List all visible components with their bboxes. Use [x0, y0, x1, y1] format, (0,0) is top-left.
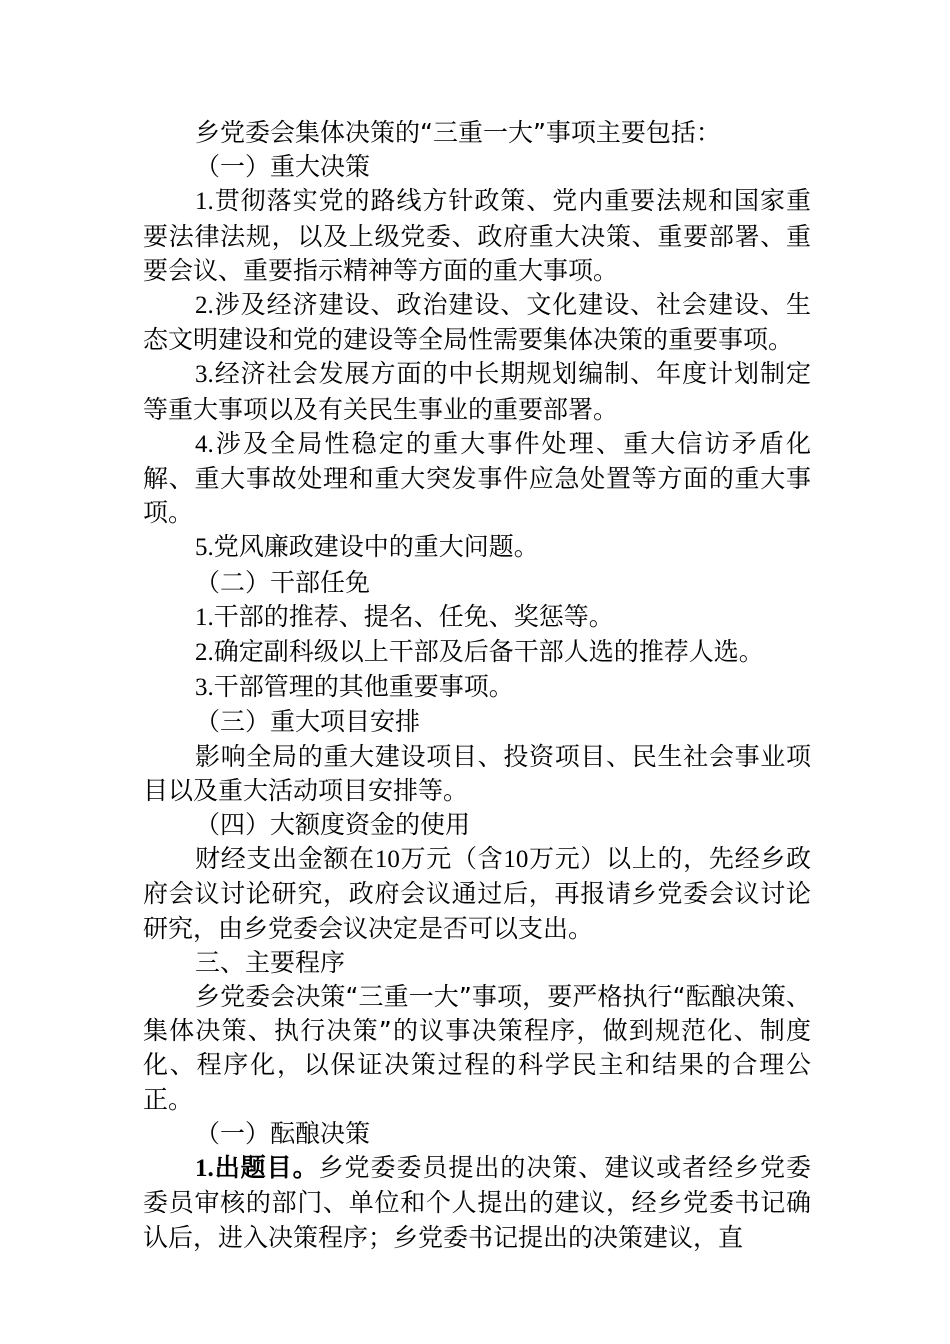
item-number: 2. [195, 639, 214, 667]
item-text: 乡党委委员提出的决策、建议或者经乡党委委员审核的部门、单位和个人提出的建议，经乡党委书记确认后，进入决策程序；乡党委书记提出的决策建议，直 [143, 1153, 811, 1252]
section-heading-cadre-appointment: （二）干部任免 [195, 567, 371, 597]
section-heading-major-decisions: （一）重大决策 [195, 152, 371, 182]
section-paragraph: 影响全局的重大建设项目、投资项目、民生社会事业项目以及重大活动项目安排等。 [143, 741, 811, 805]
text-fragment: 财经支出金额在 [195, 844, 375, 874]
item-text: 干部的推荐、提名、任免、奖惩等。 [213, 601, 614, 631]
section-paragraph [143, 842, 811, 946]
list-item [143, 670, 811, 705]
item-number: 5. [195, 534, 214, 562]
list-item [143, 357, 811, 426]
list-item [143, 635, 811, 670]
intro-paragraph: 乡党委会集体决策的“三重一大”事项主要包括： [195, 118, 721, 147]
item-number: 4. [195, 430, 214, 458]
item-text: 贯彻落实党的路线方针政策、党内重要法规和国家重要法律法规，以及上级党委、政府重大决策、重要部署、重要会议、重要指示精神等方面的重大事项。 [143, 186, 811, 285]
text-fragment: 万元）以上的，先经乡政府会议讨论研究，政府会议通过后，再报请乡党委会议讨论研究，由乡党委会议决定是否可以支出。 [143, 844, 811, 943]
item-text: 涉及全局性稳定的重大事件处理、重大信访矛盾化解、重大事故处理和重大突发事件应急处置等方面的重大事项。 [143, 428, 811, 528]
item-number: 1. [195, 188, 214, 216]
section-heading-major-projects: （三）重大项目安排 [195, 707, 421, 737]
list-item [143, 184, 811, 288]
list-item [143, 1151, 811, 1255]
amount-value: 10 [503, 846, 529, 874]
item-text: 经济社会发展方面的中长期规划编制、年度计划制定等重大事项以及有关民生事业的重要部署。 [143, 359, 811, 424]
part-heading-main-procedure: 三、主要程序 [195, 947, 346, 977]
section-paragraph: 乡党委会决策“三重一大”事项，要严格执行“酝酿决策、集体决策、执行决策”的议事决策程序，做到规范化、制度化、程序化，以保证决策过程的科学民主和结果的合理公正。 [143, 982, 811, 1114]
section-heading-deliberation: （一）酝酿决策 [195, 1118, 371, 1148]
section-heading-large-funds: （四）大额度资金的使用 [195, 810, 471, 840]
item-number: 3. [195, 361, 214, 389]
amount-value: 10 [374, 846, 400, 874]
text-fragment: 万元（含 [399, 844, 504, 874]
item-number: 1. [195, 1155, 214, 1183]
item-number: 1. [195, 603, 214, 631]
item-label-text: 出题目。 [213, 1153, 319, 1183]
item-number: 3. [195, 674, 214, 702]
document-body [143, 116, 811, 1255]
item-number: 2. [195, 292, 214, 320]
list-item [143, 600, 811, 635]
list-item [143, 288, 811, 357]
item-text: 党风廉政建设中的重大问题。 [213, 532, 539, 562]
item-text: 确定副科级以上干部及后备干部人选的推荐人选。 [213, 637, 764, 667]
item-text: 干部管理的其他重要事项。 [213, 672, 514, 702]
list-item [143, 427, 811, 531]
item-text: 涉及经济建设、政治建设、文化建设、社会建设、生态文明建设和党的建设等全局性需要集体决策的重要事项。 [143, 290, 811, 355]
item-label [195, 1153, 319, 1182]
list-item [143, 530, 811, 565]
